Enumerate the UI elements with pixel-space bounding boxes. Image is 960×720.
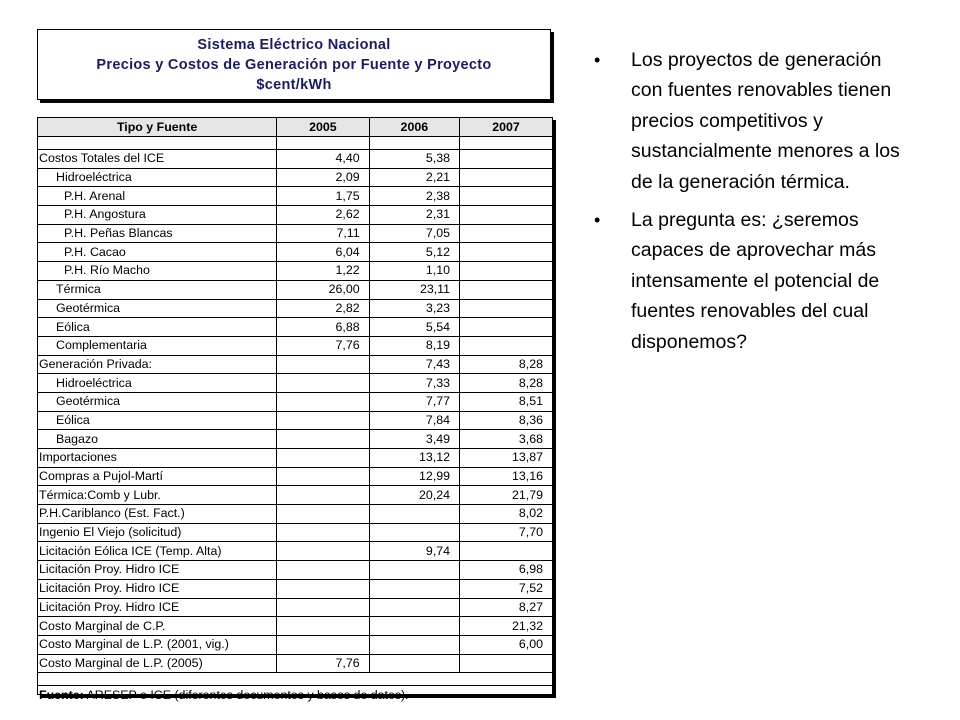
cell-2005: 1,22 (277, 262, 369, 281)
table-row (38, 635, 552, 654)
cell-2005 (277, 486, 369, 505)
cell-2007 (460, 654, 552, 673)
cell-2005 (277, 355, 369, 374)
bullet-item (594, 205, 914, 357)
table-row (38, 168, 552, 187)
cell-2006: 7,05 (369, 224, 459, 243)
bullet-dot: • (594, 50, 601, 70)
row-label: P.H. Cacao (38, 243, 277, 262)
table-row (38, 243, 552, 262)
row-label: P.H.Cariblanco (Est. Fact.) (38, 505, 277, 524)
cell-2007: 8,28 (460, 355, 552, 374)
bullet-dot: • (594, 210, 601, 231)
source-text: ARESEP e ICE (diferentes documentos y bases de datos). (83, 687, 409, 702)
table-row (38, 617, 552, 636)
row-label: Costos Totales del ICE (38, 150, 277, 169)
row-label: Ingenio El Viejo (solicitud) (38, 523, 277, 542)
row-label: Generación Privada: (38, 355, 277, 374)
row-label: Licitación Eólica ICE (Temp. Alta) (38, 542, 277, 561)
cell-2007: 13,16 (460, 467, 552, 486)
table-row (38, 262, 552, 281)
cell-2007 (460, 542, 552, 561)
row-label: Bagazo (38, 430, 277, 449)
cell-2007: 8,02 (460, 505, 552, 524)
cell-2007: 13,87 (460, 449, 552, 468)
cell-2006: 5,38 (369, 150, 459, 169)
table-row (38, 542, 552, 561)
cell-2005: 6,88 (277, 318, 369, 337)
table-row (38, 187, 552, 206)
table-row (38, 598, 552, 617)
cell-2005 (277, 392, 369, 411)
cell-2007: 6,00 (460, 635, 552, 654)
table-row (38, 392, 552, 411)
cell-2005 (277, 411, 369, 430)
cell-2005 (277, 598, 369, 617)
table-header-row (38, 118, 552, 137)
cell-2006: 23,11 (369, 280, 459, 299)
cell-2006: 2,31 (369, 206, 459, 225)
cell-2007 (460, 168, 552, 187)
table-row (38, 579, 552, 598)
row-label: P.H. Peñas Blancas (38, 224, 277, 243)
table-row (38, 355, 552, 374)
row-label: Hidroeléctrica (38, 374, 277, 393)
cell-2007: 8,28 (460, 374, 552, 393)
cell-2005: 2,82 (277, 299, 369, 318)
table-row (38, 561, 552, 580)
cell-2007 (460, 243, 552, 262)
table-row (38, 374, 552, 393)
spacer-row (38, 673, 552, 686)
cell-2007: 7,70 (460, 523, 552, 542)
table-row (38, 336, 552, 355)
cell-2006: 7,33 (369, 374, 459, 393)
bullet-text: Los proyectos de generación con fuentes renovables tienen precios competitivos y sustancialmente menores a los de la generación térmica. (631, 49, 900, 193)
row-label: Compras a Pujol-Martí (38, 467, 277, 486)
cell-2007: 21,32 (460, 617, 552, 636)
bullet-item (594, 45, 914, 197)
cell-2007: 6,98 (460, 561, 552, 580)
table-row (38, 505, 552, 524)
cell-2006: 9,74 (369, 542, 459, 561)
cell-2005 (277, 430, 369, 449)
cell-2006 (369, 654, 459, 673)
cell-2005 (277, 374, 369, 393)
cell-2007 (460, 299, 552, 318)
cell-2006: 5,54 (369, 318, 459, 337)
row-label: Licitación Proy. Hidro ICE (38, 598, 277, 617)
row-label: P.H. Arenal (38, 187, 277, 206)
cell-2006: 5,12 (369, 243, 459, 262)
cell-2007: 3,68 (460, 430, 552, 449)
title-line-3: $cent/kWh (256, 76, 332, 93)
table-row (38, 224, 552, 243)
row-label: Térmica (38, 280, 277, 299)
title-line-1: Sistema Eléctrico Nacional (197, 36, 391, 53)
cell-2006: 3,23 (369, 299, 459, 318)
header-2005: 2005 (277, 118, 369, 137)
cell-2005 (277, 467, 369, 486)
cell-2006: 7,43 (369, 355, 459, 374)
header-2006: 2006 (369, 118, 459, 137)
bullet-text: La pregunta es: ¿seremos capaces de aprovechar más intensamente el potencial de fuentes renovables del cual disponemos? (631, 209, 880, 353)
cell-2006: 7,77 (369, 392, 459, 411)
cell-2005 (277, 561, 369, 580)
cell-2005 (277, 505, 369, 524)
cell-2006: 8,19 (369, 336, 459, 355)
cell-2006: 2,38 (369, 187, 459, 206)
row-label: Costo Marginal de L.P. (2005) (38, 654, 277, 673)
cell-2007 (460, 187, 552, 206)
header-tipo-fuente: Tipo y Fuente (38, 118, 277, 137)
cell-2007: 8,36 (460, 411, 552, 430)
row-label: Hidroeléctrica (38, 168, 277, 187)
cell-2005: 2,62 (277, 206, 369, 225)
row-label: Licitación Proy. Hidro ICE (38, 561, 277, 580)
cell-2007: 8,51 (460, 392, 552, 411)
cell-2005: 4,40 (277, 150, 369, 169)
cell-2005: 6,04 (277, 243, 369, 262)
table-row (38, 411, 552, 430)
row-label: P.H. Angostura (38, 206, 277, 225)
cell-2005: 1,75 (277, 187, 369, 206)
table-row (38, 430, 552, 449)
cell-2005: 7,76 (277, 336, 369, 355)
row-label: Eólica (38, 411, 277, 430)
table-row (38, 486, 552, 505)
cell-2006 (369, 579, 459, 598)
cell-2006: 20,24 (369, 486, 459, 505)
row-label: Térmica:Comb y Lubr. (38, 486, 277, 505)
table-title-box (37, 29, 551, 100)
row-label: Costo Marginal de C.P. (38, 617, 277, 636)
cell-2005: 26,00 (277, 280, 369, 299)
cell-2006 (369, 561, 459, 580)
cell-2005: 7,11 (277, 224, 369, 243)
table-row (38, 318, 552, 337)
cell-2005: 2,09 (277, 168, 369, 187)
row-label: Eólica (38, 318, 277, 337)
cell-2005: 7,76 (277, 654, 369, 673)
cell-2006: 12,99 (369, 467, 459, 486)
cell-2007: 7,52 (460, 579, 552, 598)
cell-2006 (369, 523, 459, 542)
table-row (38, 299, 552, 318)
title-line-2: Precios y Costos de Generación por Fuente y Proyecto (96, 56, 492, 73)
table-row (38, 654, 552, 673)
row-label: Complementaria (38, 336, 277, 355)
cell-2006 (369, 617, 459, 636)
table-row (38, 150, 552, 169)
price-table (37, 117, 553, 702)
row-label: Importaciones (38, 449, 277, 468)
cell-2005 (277, 617, 369, 636)
cell-2007 (460, 280, 552, 299)
cell-2006 (369, 505, 459, 524)
cell-2005 (277, 542, 369, 561)
cell-2007 (460, 206, 552, 225)
cell-2006: 13,12 (369, 449, 459, 468)
table-row (38, 523, 552, 542)
cell-2007 (460, 318, 552, 337)
row-label: Geotérmica (38, 299, 277, 318)
header-2007: 2007 (460, 118, 552, 137)
row-label: P.H. Río Macho (38, 262, 277, 281)
cell-2007 (460, 262, 552, 281)
cell-2007 (460, 336, 552, 355)
cell-2006: 1,10 (369, 262, 459, 281)
source-row (38, 686, 552, 704)
cell-2006 (369, 598, 459, 617)
cell-2007 (460, 150, 552, 169)
table-row (38, 280, 552, 299)
cell-2007: 21,79 (460, 486, 552, 505)
table-row (38, 206, 552, 225)
cell-2007 (460, 224, 552, 243)
row-label: Geotérmica (38, 392, 277, 411)
cell-2007: 8,27 (460, 598, 552, 617)
cell-2005 (277, 635, 369, 654)
cell-2005 (277, 523, 369, 542)
table-row (38, 449, 552, 468)
cell-2006: 2,21 (369, 168, 459, 187)
cell-2006 (369, 635, 459, 654)
cell-2005 (277, 449, 369, 468)
cell-2005 (277, 579, 369, 598)
spacer-row (38, 137, 552, 150)
cell-2006: 3,49 (369, 430, 459, 449)
source-label: Fuente: (39, 687, 84, 702)
bullet-list (594, 45, 914, 365)
cell-2006: 7,84 (369, 411, 459, 430)
row-label: Licitación Proy. Hidro ICE (38, 579, 277, 598)
table-row (38, 467, 552, 486)
row-label: Costo Marginal de L.P. (2001, vig.) (38, 635, 277, 654)
